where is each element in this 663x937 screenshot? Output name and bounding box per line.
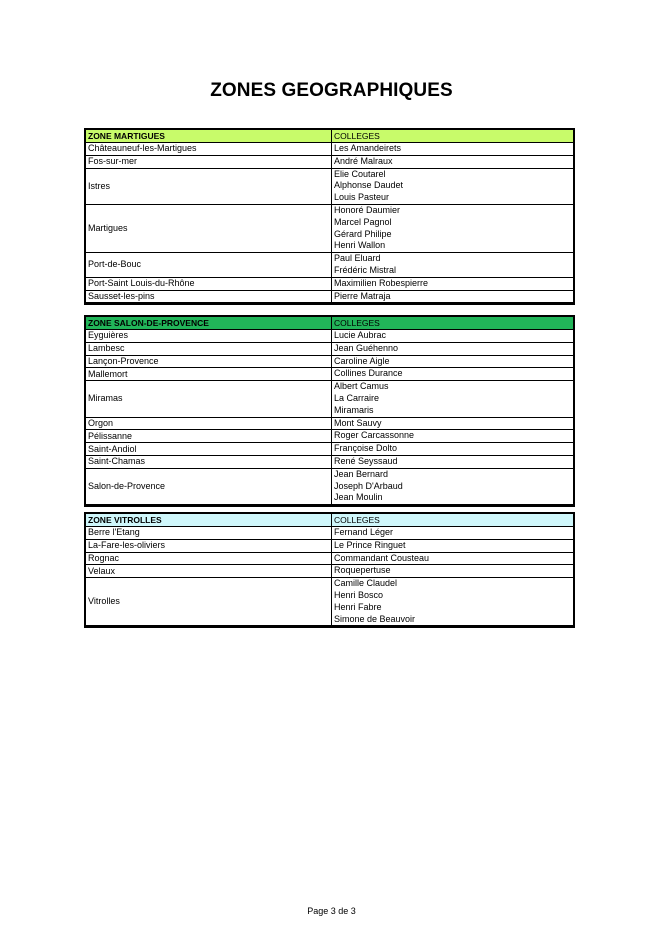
table-row (85, 578, 574, 627)
table-row (85, 355, 574, 368)
zone-table-vitrolles (84, 512, 575, 628)
colleges-cell (332, 552, 575, 565)
commune-cell: Berre l'Etang (85, 527, 332, 540)
table-row (85, 168, 574, 204)
colleges-cell (332, 368, 575, 381)
commune-cell: Eyguières (85, 330, 332, 343)
zone-name: ZONE VITROLLES (85, 513, 332, 527)
table-row (85, 455, 574, 468)
college-name: Commandant Cousteau (334, 552, 430, 563)
colleges-cell (332, 355, 575, 368)
table-row (85, 552, 574, 565)
colleges-cell (332, 430, 575, 443)
table-row (85, 342, 574, 355)
commune-cell: Châteauneuf-les-Martigues (85, 143, 332, 156)
zone-header-row (85, 316, 574, 330)
commune-cell: Istres (85, 168, 332, 204)
college-name: Maximilien Robespierre (334, 277, 429, 288)
table-row (85, 204, 574, 252)
commune-cell: Fos-sur-mer (85, 155, 332, 168)
colleges-header: COLLEGES (332, 513, 575, 527)
commune-cell: Orgon (85, 417, 332, 430)
colleges-cell (332, 290, 575, 304)
colleges-cell (332, 417, 575, 430)
table-row (85, 277, 574, 290)
college-name: Pierre Matraja (334, 290, 391, 301)
college-name: Roger Carcassonne (334, 430, 415, 441)
colleges-cell (332, 253, 575, 278)
colleges-cell (332, 443, 575, 456)
table-row (85, 565, 574, 578)
colleges-cell (332, 342, 575, 355)
college-name: Miramaris (334, 404, 374, 415)
college-name: Camille Claudel (334, 578, 398, 589)
commune-cell: Port-Saint Louis-du-Rhône (85, 277, 332, 290)
table-row (85, 430, 574, 443)
college-name: Louis Pasteur (334, 192, 390, 203)
colleges-cell (332, 527, 575, 540)
zone-table-salon-de-provence (84, 315, 575, 507)
college-name: Paul Eluard (334, 253, 381, 264)
zone-header-row (85, 513, 574, 527)
college-name: Henri Fabre (334, 601, 382, 612)
commune-cell: Port-de-Bouc (85, 253, 332, 278)
commune-cell: Vitrolles (85, 578, 332, 627)
college-name: Collines Durance (334, 368, 403, 379)
college-name: Le Prince Ringuet (334, 539, 406, 550)
colleges-header: COLLEGES (332, 316, 575, 330)
college-name: Henri Wallon (334, 240, 386, 251)
college-name: Marcel Pagnol (334, 216, 392, 227)
table-row (85, 468, 574, 505)
table-row (85, 143, 574, 156)
colleges-cell (332, 468, 575, 505)
colleges-cell (332, 330, 575, 343)
college-name: Joseph D'Arbaud (334, 480, 403, 491)
commune-cell: Martigues (85, 204, 332, 252)
colleges-header: COLLEGES (332, 129, 575, 143)
college-name: Jean Moulin (334, 492, 383, 503)
table-row (85, 443, 574, 456)
commune-cell: La-Fare-les-oliviers (85, 539, 332, 552)
zone-table-martigues (84, 128, 575, 305)
commune-cell: Salon-de-Provence (85, 468, 332, 505)
commune-cell: Miramas (85, 381, 332, 417)
colleges-cell (332, 455, 575, 468)
college-name: Jean Guéhenno (334, 342, 399, 353)
commune-cell: Saint-Chamas (85, 455, 332, 468)
college-name: La Carraire (334, 392, 380, 403)
college-name: Mont Sauvy (334, 417, 382, 428)
table-row (85, 330, 574, 343)
colleges-cell (332, 143, 575, 156)
commune-cell: Velaux (85, 565, 332, 578)
commune-cell: Sausset-les-pins (85, 290, 332, 304)
colleges-cell (332, 204, 575, 252)
college-name: Jean Bernard (334, 468, 389, 479)
table-row (85, 527, 574, 540)
colleges-cell (332, 168, 575, 204)
colleges-cell (332, 381, 575, 417)
college-name: Françoise Dolto (334, 443, 398, 454)
commune-cell: Pélissanne (85, 430, 332, 443)
page-title: ZONES GEOGRAPHIQUES (210, 80, 453, 101)
college-name: Gérard Philipe (334, 228, 392, 239)
commune-cell: Lambesc (85, 342, 332, 355)
table-row (85, 253, 574, 278)
colleges-cell (332, 539, 575, 552)
commune-cell: Rognac (85, 552, 332, 565)
colleges-cell (332, 277, 575, 290)
college-name: Elie Coutarel (334, 168, 386, 179)
table-row (85, 290, 574, 304)
college-name: Simone de Beauvoir (334, 613, 416, 624)
college-name: Honoré Daumier (334, 204, 401, 215)
college-name: Lucie Aubrac (334, 330, 387, 340)
college-name: Henri Bosco (334, 589, 384, 600)
zone-name: ZONE SALON-DE-PROVENCE (85, 316, 332, 330)
college-name: Albert Camus (334, 381, 389, 392)
commune-cell: Mallemort (85, 368, 332, 381)
college-name: André Malraux (334, 155, 393, 166)
college-name: Frédéric Mistral (334, 264, 397, 275)
college-name: Roquepertuse (334, 565, 391, 576)
college-name: René Seyssaud (334, 455, 398, 466)
colleges-cell (332, 565, 575, 578)
page-number: Page 3 de 3 (307, 906, 356, 916)
college-name: Fernand Léger (334, 527, 394, 537)
colleges-cell (332, 578, 575, 627)
zone-header-row (85, 129, 574, 143)
table-row (85, 417, 574, 430)
table-row (85, 539, 574, 552)
zone-name: ZONE MARTIGUES (85, 129, 332, 143)
colleges-cell (332, 155, 575, 168)
college-name: Alphonse Daudet (334, 180, 404, 191)
table-row (85, 368, 574, 381)
commune-cell: Lançon-Provence (85, 355, 332, 368)
table-row (85, 155, 574, 168)
table-row (85, 381, 574, 417)
college-name: Les Amandeirets (334, 143, 402, 153)
college-name: Caroline Aigle (334, 355, 390, 366)
commune-cell: Saint-Andiol (85, 443, 332, 456)
